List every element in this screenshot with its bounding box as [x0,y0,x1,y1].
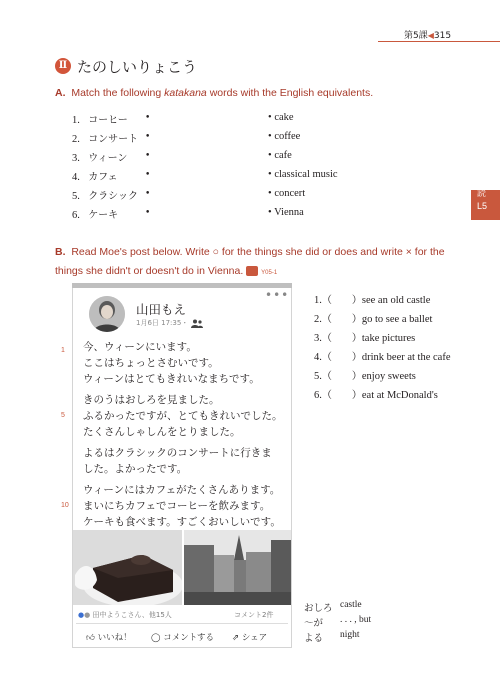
line-number: 10 [61,502,69,509]
audio-speaker-icon[interactable] [246,266,258,276]
checklist-item[interactable]: 1.（ ）see an old castle [314,295,431,306]
match-dot[interactable]: • [145,189,151,199]
more-options-icon[interactable]: ••• [265,288,290,302]
share-button[interactable]: ⇗ シェア [232,633,268,643]
checklist-item[interactable]: 3.（ ）take pictures [314,333,416,344]
reaction-summary[interactable]: ●● 田中ようこさん、他15人 [78,611,172,619]
like-reaction-icon: ● [78,611,85,619]
street-image [184,530,291,605]
part-a-letter: A. [55,87,66,99]
match-dot[interactable]: • [145,170,151,180]
english-word: • cafe [268,150,292,161]
match-num: 5. [72,191,80,202]
cake-image [73,530,182,605]
post-paragraph: よるはクラシックのコンサートに行きま した。よかったです。 [83,447,272,475]
heart-reaction-icon: ● [84,611,91,619]
match-row [72,187,138,205]
post-paragraph: ウィーンにはカフェがたくさんあります。 まいにちカフェでコーヒーを飲みます。 ケーキも食べます。すごくおいしいです。 [83,484,281,528]
post-paragraph: きのうはおしろを見ました。 ふるかったですが、とてもきれいでした。 たくさんしゃしんをとりました。 [83,394,283,438]
vocab-english: . . . , but [340,615,372,625]
instr-pre: Match the following [71,87,165,99]
match-num: 6. [72,210,80,221]
english-word: • cake [268,112,294,123]
lesson-label: 第5課 [404,31,428,41]
thumbs-up-icon: 👍︎ [86,633,95,643]
katakana-word: ケーキ [88,210,119,221]
checklist-item[interactable]: 6.（ ）eat at McDonald's [314,390,438,401]
post-author-name[interactable]: 山田もえ [136,302,187,317]
post-paragraph: 今、ウィーンにいます。 ここはちょっとさむいです。 ウィーンはとてもきれいなまちです。 [83,341,260,385]
action-divider [76,623,288,624]
part-b-instruction [55,243,465,283]
cake-photo[interactable] [73,530,182,605]
match-row [72,149,127,167]
page-header [404,28,451,41]
match-num: 2. [72,134,80,145]
checklist-item[interactable]: 4.（ ）drink beer at the cafe [314,352,451,363]
match-num: 4. [72,172,80,183]
page-number: 315 [433,31,452,41]
katakana-word: コンサート [88,134,139,145]
vienna-street-photo[interactable] [184,530,291,605]
match-dot[interactable]: • [145,132,151,142]
match-num: 3. [72,153,80,164]
match-row [72,168,118,186]
line-number: 5 [61,412,65,419]
instr-post: words with the English equivalents. [206,87,374,99]
section-number-badge: Ⅱ [55,58,71,74]
katakana-word: コーヒー [88,115,128,126]
checklist-item[interactable]: 2.（ ）go to see a ballet [314,314,433,325]
comment-count[interactable]: コメント2件 [234,611,274,619]
match-dot[interactable]: • [145,151,151,161]
checklist-item[interactable]: 5.（ ）enjoy sweets [314,371,416,382]
vocab-japanese: 〜が [304,618,324,629]
speech-bubble-icon: ◯ [151,633,161,643]
triangle-icon: ◀ [427,31,434,40]
english-word: • coffee [268,131,301,142]
line-number: 1 [61,347,65,354]
part-b-line1: Read Moe's post below. Write ○ for the things she did or does and write × for the [71,246,445,258]
section-title: たのしいりょこう [77,58,198,76]
instr-em: katakana [164,87,207,99]
vocab-japanese: おしろ [304,603,333,614]
part-a-instruction [55,84,373,103]
post-timestamp: 1月6日 17:35・ [136,318,203,328]
side-tab-label: 読 [477,189,487,199]
part-b-line2: things she didn't or doesn't do in Vienna. [55,265,244,277]
english-word: • Vienna [268,207,304,218]
match-dot[interactable]: • [145,113,151,123]
match-row [72,206,118,224]
katakana-word: カフェ [88,172,118,183]
avatar [89,296,125,332]
side-tab-lesson: L5 [477,201,488,211]
match-dot[interactable]: • [145,208,151,218]
vocab-english: night [340,630,360,640]
english-word: • concert [268,188,306,199]
friends-icon [191,319,203,328]
post-top-bar [72,283,292,288]
match-row [72,111,128,129]
match-num: 1. [72,115,80,126]
vocab-english: castle [340,600,362,610]
katakana-word: クラシック [88,191,138,202]
vocab-japanese: よる [304,633,324,644]
english-word: • classical music [268,169,338,180]
comment-button[interactable]: ◯ コメントする [151,633,214,643]
header-rule [378,41,500,42]
like-button[interactable]: 👍︎ いいね！ [86,633,132,643]
avatar-photo [89,296,125,332]
audio-code: Y05-1 [261,270,278,276]
match-row [72,130,138,148]
share-arrow-icon: ⇗ [232,633,240,643]
part-b-letter: B. [55,246,66,258]
katakana-word: ウィーン [88,153,128,164]
